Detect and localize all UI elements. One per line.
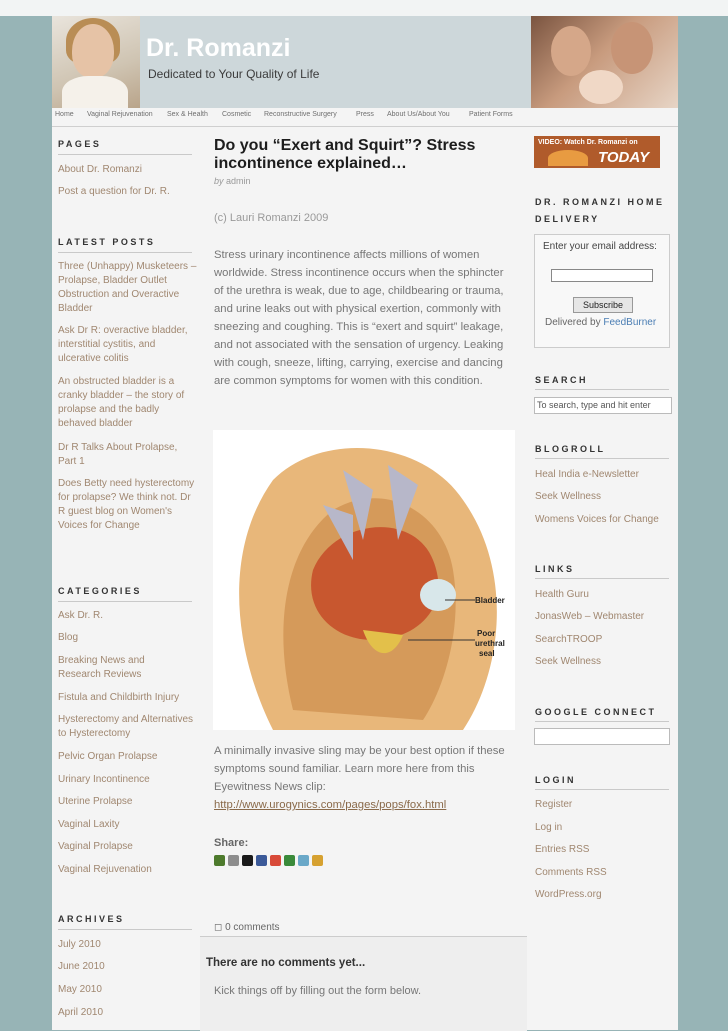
search-rule bbox=[535, 389, 669, 390]
category-vaginal-laxity[interactable]: Vaginal Laxity bbox=[58, 819, 120, 830]
page-link-question[interactable]: Post a question for Dr. R. bbox=[58, 186, 170, 197]
category-fistula[interactable]: Fistula and Childbirth Injury bbox=[58, 692, 180, 703]
anatomy-svg bbox=[213, 430, 515, 730]
archive-july-2010[interactable]: July 2010 bbox=[58, 939, 101, 950]
post-byline bbox=[214, 176, 251, 186]
post-paragraph: Stress urinary incontinence affects millions of women worldwide. Stress incontinence occurs when the sphincter of the urethra is weak, due to age, childbearing or trauma, and urine leaks out with physical exertion, commonly with sneezing and coughing. This is “exert and squirt” leakage, and not associated with the sensation of urgency. Leaking with cough, sneeze, lifting, carrying, exercise and dancing are common symptoms for women with this condition. bbox=[214, 249, 504, 387]
portrait-face bbox=[72, 24, 114, 78]
archive-june-2010[interactable]: June 2010 bbox=[58, 961, 105, 972]
archives-rule bbox=[58, 929, 192, 930]
family-photo bbox=[531, 16, 678, 108]
facebook-icon[interactable] bbox=[256, 855, 267, 866]
caption-text: A minimally invasive sling may be your best option if these symptoms sound familiar. Learn more here from this Eyewitness News clip: bbox=[214, 745, 505, 793]
login-log-in[interactable]: Log in bbox=[535, 822, 563, 833]
figure-caption bbox=[214, 742, 516, 814]
comments-count[interactable]: ◻ 0 comments bbox=[214, 922, 280, 933]
nav-about[interactable]: About Us/About You bbox=[387, 111, 450, 118]
top-nav bbox=[52, 108, 678, 127]
category-breaking-news[interactable]: Breaking News and Research Reviews bbox=[58, 655, 145, 680]
anatomy-bladder bbox=[420, 579, 456, 611]
comments-section bbox=[200, 936, 527, 1031]
archive-may-2010[interactable]: May 2010 bbox=[58, 984, 102, 995]
today-logo-text: TODAY bbox=[598, 149, 650, 166]
comments-count-text[interactable]: 0 comments bbox=[225, 922, 280, 933]
login-register[interactable]: Register bbox=[535, 799, 573, 810]
technorati-icon[interactable] bbox=[298, 855, 309, 866]
links-jonasweb[interactable]: JonasWeb – Webmaster bbox=[535, 611, 645, 622]
anatomy-illustration bbox=[213, 430, 515, 730]
portrait-shoulders bbox=[62, 76, 128, 108]
category-ask[interactable]: Ask Dr. R. bbox=[58, 610, 104, 621]
blogroll-heal-india[interactable]: Heal India e-Newsletter bbox=[535, 469, 639, 480]
links-health-guru[interactable]: Health Guru bbox=[535, 589, 589, 600]
latest-post-3[interactable]: An obstructed bladder is a cranky bladder – the story of prolapse and the badly behaved bladder bbox=[58, 376, 185, 429]
archives-heading: ARCHIVES bbox=[58, 914, 125, 924]
blogroll-seek-wellness[interactable]: Seek Wellness bbox=[535, 491, 601, 502]
latest-post-5[interactable]: Does Betty need hysterectomy for prolapse? We think not. Dr R guest blog on Women's Voices for Change bbox=[58, 478, 195, 531]
today-video-badge[interactable] bbox=[534, 136, 660, 168]
today-line: VIDEO: Watch Dr. Romanzi on bbox=[538, 139, 638, 146]
family-baby bbox=[579, 70, 623, 104]
latest-post-2[interactable]: Ask Dr R: overactive bladder, interstitial cystitis, and ulcerative colitis bbox=[58, 325, 188, 364]
delivery-heading-2: DELIVERY bbox=[535, 214, 600, 224]
delicious-icon[interactable] bbox=[228, 855, 239, 866]
category-pelvic-prolapse[interactable]: Pelvic Organ Prolapse bbox=[58, 751, 158, 762]
blogroll-womens-voices[interactable]: Womens Voices for Change bbox=[535, 514, 659, 525]
pages-heading: PAGES bbox=[58, 139, 102, 149]
email-subscribe-box bbox=[534, 234, 670, 348]
search-input[interactable]: To search, type and hit enter bbox=[534, 397, 672, 414]
google-connect-rule bbox=[535, 721, 669, 722]
post-copyright: (c) Lauri Romanzi 2009 bbox=[214, 212, 329, 224]
categories-heading: CATEGORIES bbox=[58, 586, 142, 596]
nav-vaginal-rejuvenation[interactable]: Vaginal Rejuvenation bbox=[87, 111, 153, 118]
nav-reconstructive-surgery[interactable]: Reconstructive Surgery bbox=[264, 111, 337, 118]
today-logo-icon bbox=[548, 150, 588, 166]
label-bladder: Bladder bbox=[475, 596, 505, 605]
blogroll-heading: BLOGROLL bbox=[535, 444, 606, 454]
byline-author[interactable]: admin bbox=[226, 176, 251, 186]
search-heading: SEARCH bbox=[535, 375, 589, 385]
share-label: Share: bbox=[214, 837, 249, 849]
share-icons bbox=[214, 853, 326, 867]
label-seal-1: Poor bbox=[477, 629, 496, 638]
subscribe-button[interactable]: Subscribe bbox=[573, 297, 633, 313]
site-title[interactable]: Dr. Romanzi bbox=[146, 34, 291, 62]
top-strip bbox=[0, 0, 728, 16]
links-searchtroop[interactable]: SearchTROOP bbox=[535, 634, 603, 645]
login-entries-rss[interactable]: Entries RSS bbox=[535, 844, 590, 855]
label-seal-2: urethral bbox=[475, 639, 505, 648]
category-uterine-prolapse[interactable]: Uterine Prolapse bbox=[58, 796, 133, 807]
login-wordpress[interactable]: WordPress.org bbox=[535, 889, 602, 900]
archive-april-2010[interactable]: April 2010 bbox=[58, 1007, 104, 1018]
latest-post-1[interactable]: Three (Unhappy) Musketeers – Prolapse, Bladder Outlet Obstruction and Overactive Bladder bbox=[58, 261, 197, 314]
category-hysterectomy[interactable]: Hysterectomy and Alternatives to Hysterectomy bbox=[58, 714, 194, 739]
nav-press[interactable]: Press bbox=[356, 111, 374, 118]
login-heading: LOGIN bbox=[535, 775, 576, 785]
email-input[interactable] bbox=[551, 269, 653, 282]
pages-rule bbox=[58, 154, 192, 155]
google-connect-heading: GOOGLE CONNECT bbox=[535, 707, 657, 717]
nav-home[interactable]: Home bbox=[55, 111, 74, 118]
no-comments-heading: There are no comments yet... bbox=[206, 957, 366, 969]
category-blog[interactable]: Blog bbox=[58, 632, 79, 643]
digg-icon[interactable] bbox=[214, 855, 225, 866]
post-title[interactable]: Do you “Exert and Squirt”? Stress incontinence explained… bbox=[214, 137, 476, 172]
no-comments-sub: Kick things off by filling out the form below. bbox=[214, 985, 422, 997]
doctor-portrait bbox=[52, 16, 140, 108]
blogroll-rule bbox=[535, 458, 669, 459]
site-header bbox=[52, 16, 678, 108]
google-connect-widget[interactable] bbox=[534, 728, 670, 745]
nav-sex-health[interactable]: Sex & Health bbox=[167, 111, 208, 118]
login-rule bbox=[535, 789, 669, 790]
google-icon[interactable] bbox=[270, 855, 281, 866]
family-face-2 bbox=[611, 22, 653, 74]
site-tagline: Dedicated to Your Quality of Life bbox=[148, 67, 320, 81]
login-comments-rss[interactable]: Comments RSS bbox=[535, 867, 607, 878]
category-vaginal-rejuvenation[interactable]: Vaginal Rejuvenation bbox=[58, 864, 152, 875]
nav-cosmetic[interactable]: Cosmetic bbox=[222, 111, 252, 118]
delivery-heading-1: DR. ROMANZI HOME bbox=[535, 197, 665, 207]
email-label: Enter your email address: bbox=[543, 241, 657, 252]
stumbleupon-icon[interactable] bbox=[284, 855, 295, 866]
latest-heading: LATEST POSTS bbox=[58, 237, 156, 247]
links-heading: LINKS bbox=[535, 564, 575, 574]
latest-rule bbox=[58, 252, 192, 253]
category-vaginal-prolapse[interactable]: Vaginal Prolapse bbox=[58, 841, 133, 852]
byline-by: by bbox=[214, 176, 224, 186]
family-face-1 bbox=[551, 26, 591, 76]
page-link-about[interactable]: About Dr. Romanzi bbox=[58, 164, 142, 175]
categories-rule bbox=[58, 601, 192, 602]
feedburner-link[interactable]: FeedBurner bbox=[603, 317, 657, 328]
links-seek-wellness[interactable]: Seek Wellness bbox=[535, 656, 601, 667]
caption-link[interactable]: http://www.urogynics.com/pages/pops/fox.html bbox=[214, 799, 447, 811]
delivered-by bbox=[545, 317, 656, 328]
category-urinary-incontinence[interactable]: Urinary Incontinence bbox=[58, 774, 150, 785]
email-icon[interactable] bbox=[312, 855, 323, 866]
delivered-by-text: Delivered by bbox=[545, 317, 601, 328]
nav-patient-forms[interactable]: Patient Forms bbox=[469, 111, 513, 118]
delicious-square-icon[interactable] bbox=[242, 855, 253, 866]
label-seal-3: seal bbox=[479, 649, 495, 658]
links-rule bbox=[535, 578, 669, 579]
latest-post-4[interactable]: Dr R Talks About Prolapse, Part 1 bbox=[58, 442, 178, 467]
